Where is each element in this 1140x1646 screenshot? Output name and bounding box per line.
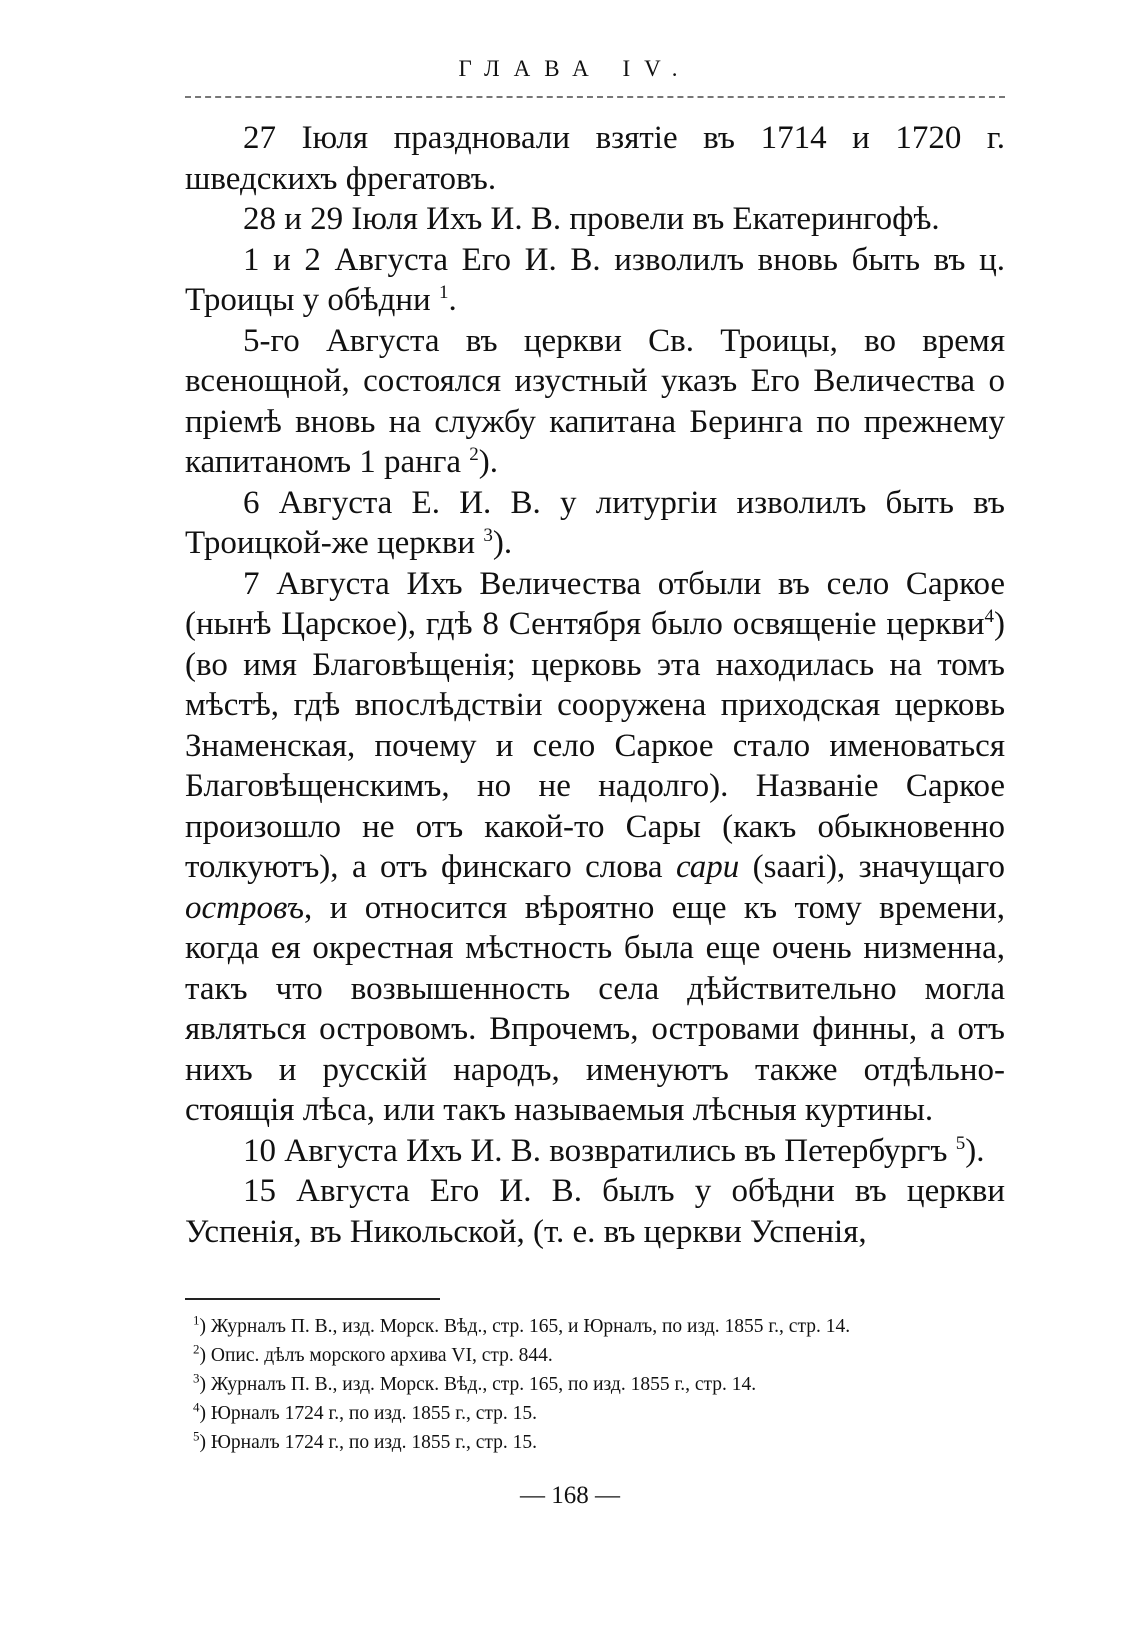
footnote-mark: 1	[193, 1312, 200, 1328]
footnote-2	[185, 1341, 1005, 1370]
paragraph-tail: ).	[965, 1132, 985, 1169]
paragraph-4	[185, 321, 1005, 483]
paragraph-text: 6 Августа Е. И. В. у литургіи изволилъ быть въ Троицкой-же церкви	[185, 484, 1005, 561]
paragraph-2	[185, 199, 1005, 240]
paragraph-text: 5-го Августа въ церкви Св. Троицы, во время всенощной, состоялся изустный указъ Его Величества о пріемѣ вновь на службу капитана Беринга по прежнему капитаномъ 1 ранга	[185, 322, 1005, 480]
footnote-ref: 1	[438, 282, 449, 303]
footnote-ref: 2	[469, 444, 479, 465]
paragraph-text: 10 Августа Ихъ И. В. возвратились въ Петербургъ	[243, 1132, 948, 1169]
paragraph-7	[185, 1131, 1005, 1172]
paragraph-3	[185, 240, 1005, 321]
footnote-ref: 3	[483, 525, 493, 546]
paragraph-5	[185, 483, 1005, 564]
footnote-text: ) Юрналъ 1724 г., по изд. 1855 г., стр. 15.	[199, 1432, 538, 1453]
footnote-mark: 4	[193, 1399, 200, 1415]
footnote-3	[185, 1370, 1005, 1399]
paragraph-tail: ).	[478, 444, 499, 480]
footnote-ref: 4	[984, 606, 994, 627]
footnote-text: ) Юрналъ 1724 г., по изд. 1855 г., стр. 15.	[199, 1403, 538, 1424]
footnote-1	[185, 1312, 1005, 1341]
footnote-mark: 2	[193, 1341, 200, 1357]
page-number: — 168 —	[520, 1482, 620, 1509]
paragraph-8	[185, 1171, 1005, 1252]
footnote-ref: 5	[955, 1132, 966, 1154]
footnotes	[185, 1312, 1005, 1457]
main-text	[185, 118, 1005, 1252]
footnote-5	[185, 1428, 1005, 1457]
paragraph-text: , и относится вѣроятно еще къ тому времени, когда ея окрестная мѣстность была еще очень низменна, такъ что возвышенность села дѣйствительно могла являться островомъ. Впрочемъ, островами финны, а отъ нихъ и русскій народъ, именуютъ также отдѣльно-стоящія лѣса, или такъ называемыя лѣсныя куртины.	[185, 889, 1005, 1128]
paragraph-tail: .	[448, 282, 457, 318]
paragraph-6	[185, 564, 1005, 1131]
italic-term: сари	[675, 849, 740, 885]
footnote-text: ) Журналъ П. В., изд. Морск. Вѣд., стр. 165, по изд. 1855 г., стр. 14.	[199, 1374, 757, 1395]
footnote-mark: 5	[193, 1428, 200, 1444]
paragraph-tail: ).	[492, 525, 513, 561]
paragraph-text: 1 и 2 Августа Его И. В. изволилъ вновь быть въ ц. Троицы у обѣдни	[185, 241, 1005, 318]
chapter-header: ГЛАВА IV.	[458, 56, 692, 81]
footnote-text: ) Журналъ П. В., изд. Морск. Вѣд., стр. 165, и Юрналъ, по изд. 1855 г., стр. 14.	[199, 1316, 851, 1337]
footnote-text: ) Опис. дѣлъ морского архива VI, стр. 844.	[199, 1345, 553, 1366]
footnote-4	[185, 1399, 1005, 1428]
paragraph-text: 15 Августа Его И. В. былъ у обѣдни въ церкви Успенія, въ Никольской, (т. е. въ церкви Успенія,	[185, 1173, 1005, 1250]
paragraph-text: ) (во имя Благовѣщенія; церковь эта находилась на томъ мѣстѣ, гдѣ впослѣдствіи сооружена приходская церковь Знаменская, почему и село Саркое стало именоваться Благовѣщенскимъ, но не надолго). Названіе Саркое произошло не отъ какой-то Сары (какъ обыкновенно толкуютъ), а отъ финскаго слова	[185, 606, 1005, 885]
paragraph-1	[185, 118, 1005, 199]
paragraph-text: 27 Іюля праздновали взятіе въ 1714 и 1720 г. шведскихъ фрегатовъ.	[185, 120, 1005, 197]
header-rule	[185, 96, 1005, 98]
paragraph-text: 28 и 29 Іюля Ихъ И. В. провели въ Екатерингофѣ.	[243, 201, 940, 237]
italic-term: островъ	[185, 889, 304, 926]
footnote-rule	[185, 1298, 440, 1300]
paragraph-text: (saari), значущаго	[739, 849, 1005, 885]
footnote-mark: 3	[193, 1370, 200, 1386]
paragraph-text: 7 Августа Ихъ Величества отбыли въ село Саркое (нынѣ Царское), гдѣ 8 Сентября было освященіе церкви	[185, 565, 1005, 642]
